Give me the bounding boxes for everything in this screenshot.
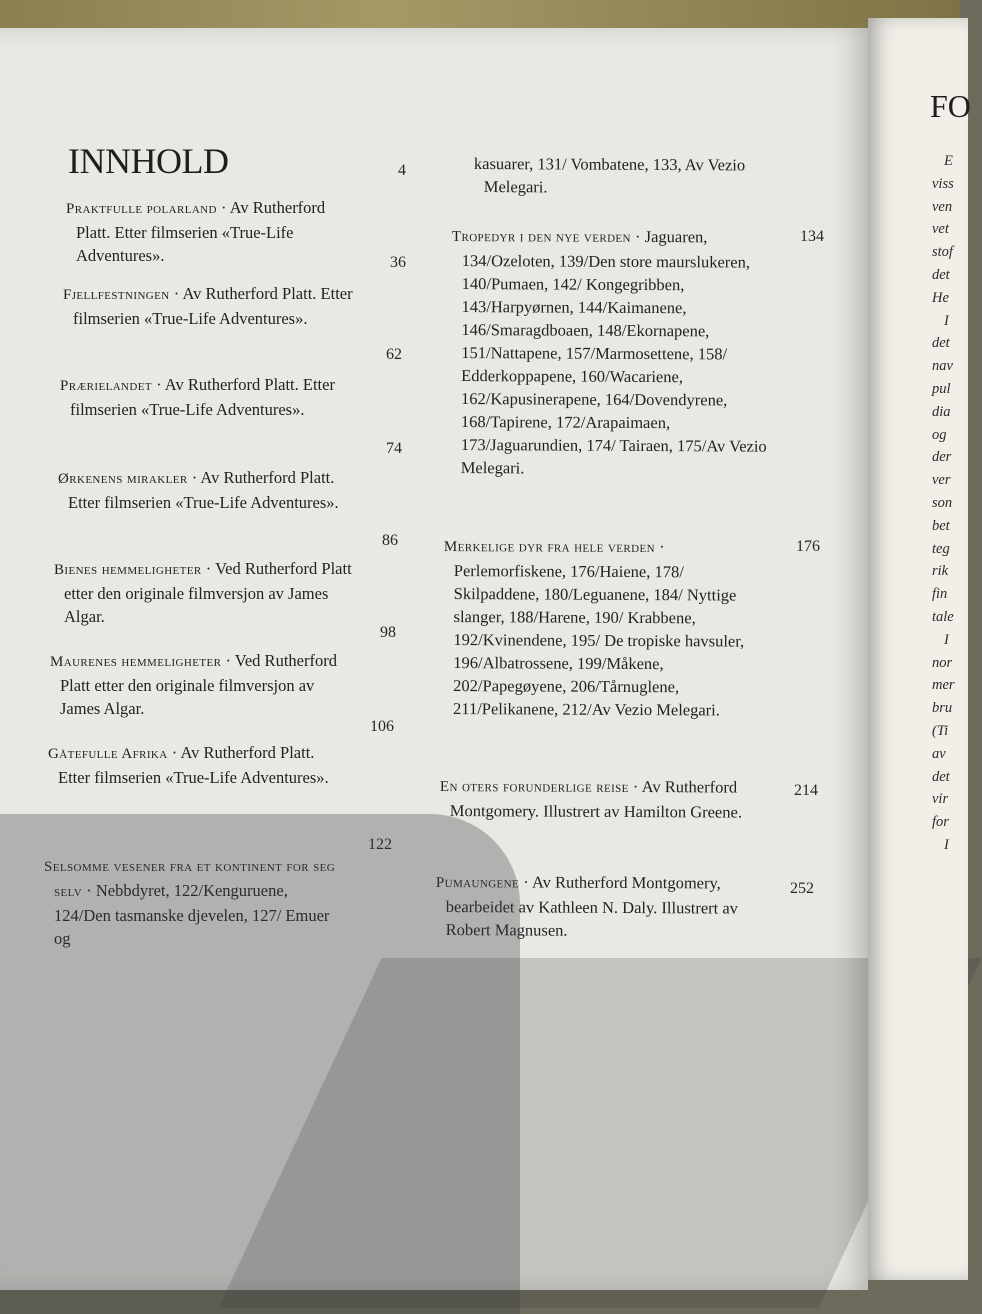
entry-text: · Perlemorfiskene, 176/Haiene, 178/ Skilpaddene, 180/Leguanene, 184/ Nyttige slanger, 188/Harene, 190/ Krabbene, 192/Kvinendene, 195/ De tropiske havsuler, 196/Albatrossene, 199/Måkene, 202/Papegøyene, 206/Tårnuglene, 211/Pelikanene, 212/Av Vezio Melegari. xyxy=(453,537,745,720)
entry-heading: Merkelige dyr fra hele verden xyxy=(443,538,656,557)
entry-text: · Av Rutherford Montgomery. Illustrert av Hamilton Greene. xyxy=(449,776,743,822)
right-page-line: stof xyxy=(932,244,953,261)
right-page-line: pul xyxy=(932,380,951,397)
entry-text: · Av Rutherford Montgomery, bearbeidet av Kathleen N. Daly. Illustrert av Robert Magnusen. xyxy=(445,872,739,940)
entry-heading: Gåtefulle Afrika xyxy=(48,746,168,762)
page-number: 4 xyxy=(398,162,406,179)
right-page xyxy=(868,18,971,1280)
entry-text: · Av Rutherford Platt. Etter filmserien «True-Life Adventures». xyxy=(68,468,339,512)
page-number: 122 xyxy=(368,836,392,853)
entry-heading: Ørkenens mirakler xyxy=(58,471,188,487)
entry-text: · Jaguaren, 134/Ozeloten, 139/Den store maurslukeren, 140/Pumaen, 142/ Kongegribben, 143/Harpyørnen, 144/Kaimanene, 146/Smaragdboaen, 148/Ekornapene, 151/Nattapene, 157/Marmosettene, 158/ Edderkoppapene, 160/Wacariene, 162/Kapusinerapene, 164/Dovendyrene, 168/Tapirene, 172/Arapaimaen, 173/Jaguarundien, 174/ Tairaen, 175/Av Vezio Melegari. xyxy=(460,226,767,478)
entry-text: kasuarer, 131/ Vombatene, 133, Av Vezio Melegari. xyxy=(473,153,746,197)
right-page-line: vet xyxy=(932,221,949,238)
toc-entry xyxy=(63,282,358,330)
entry-text: · Ved Rutherford Platt etter den originale filmversjon av James Algar. xyxy=(60,651,337,718)
right-page-line: tale xyxy=(932,608,954,625)
page-number: 214 xyxy=(794,782,818,799)
entry-heading: Prærielandet xyxy=(60,378,152,394)
left-page xyxy=(0,28,868,1290)
page-number: 86 xyxy=(382,532,398,549)
page-number: 134 xyxy=(800,228,824,245)
right-page-line: I xyxy=(944,312,949,329)
toc-entry xyxy=(66,196,360,267)
right-page-line: I xyxy=(944,631,949,648)
right-page-line: son xyxy=(932,494,953,511)
right-page-line: E xyxy=(944,153,953,169)
toc-entry-continued xyxy=(474,152,784,200)
toc-entry xyxy=(54,557,354,628)
right-page-title: FO xyxy=(930,88,971,124)
right-page-line: He xyxy=(932,289,949,306)
page-number: 252 xyxy=(790,880,814,897)
page-number: 98 xyxy=(380,624,396,641)
toc-entry xyxy=(44,854,346,950)
toc-entry xyxy=(48,741,350,789)
right-page-line: ver xyxy=(932,472,951,489)
entry-text: · Av Rutherford Platt. Etter filmserien «True-Life Adventures». xyxy=(70,375,335,419)
page-number: 36 xyxy=(390,254,406,271)
right-page-line: I xyxy=(944,836,949,853)
right-page-text xyxy=(932,150,955,857)
entry-text: · Av Rutherford Platt. Etter filmserien «True-Life Adventures». xyxy=(58,743,329,787)
entry-text: · Av Rutherford Platt. Etter filmserien «True-Life Adventures». xyxy=(73,284,353,328)
entry-heading: Fjellfestningen xyxy=(63,287,170,303)
right-page-line: bru xyxy=(932,700,953,717)
toc-entry xyxy=(436,870,766,943)
right-page-line: bet xyxy=(932,517,950,534)
right-page-line: det xyxy=(932,266,950,283)
entry-heading: Selsomme vesener fra et kontinent for seg selv xyxy=(44,859,336,900)
entry-heading: Tropedyr i den nye verden xyxy=(451,228,631,246)
page-number: 62 xyxy=(386,346,402,363)
right-page-line: (Ti xyxy=(932,722,949,739)
page-number: 74 xyxy=(386,440,402,457)
right-page-line: dia xyxy=(932,403,951,420)
right-page-line: det xyxy=(932,335,950,352)
right-page-line: der xyxy=(932,449,952,466)
right-page-line: nav xyxy=(932,358,953,375)
toc-entry xyxy=(440,774,768,824)
right-page-line: mer xyxy=(932,677,955,694)
entry-heading: Bienes hemmeligheter xyxy=(54,562,202,578)
right-page-line: vir xyxy=(932,791,949,808)
right-page-line: ven xyxy=(932,198,953,215)
right-page-line: det xyxy=(932,768,950,785)
entry-heading: En oters forunderlige reise xyxy=(439,778,629,796)
right-page-line: viss xyxy=(932,175,954,192)
toc-entry xyxy=(451,224,774,481)
entry-text: · Nebbdyret, 122/Kenguruene, 124/Den tasmanske djevelen, 127/ Emuer og xyxy=(54,881,330,948)
entry-text: · Av Rutherford Platt. Etter filmserien «True-Life Adventures». xyxy=(76,198,326,265)
right-page-line: fin xyxy=(932,586,948,603)
toc-entry xyxy=(50,649,352,720)
right-page-line: for xyxy=(932,814,949,831)
page-number: 106 xyxy=(370,718,394,735)
right-page-line: teg xyxy=(932,540,950,557)
right-page-line: av xyxy=(932,745,946,762)
right-page-line: rik xyxy=(932,563,949,580)
page-number: 176 xyxy=(796,538,820,555)
entry-heading: Pumaungene xyxy=(435,874,520,892)
right-page-line: og xyxy=(932,426,947,443)
toc-entry xyxy=(60,373,356,421)
toc-entry xyxy=(443,534,770,722)
entry-heading: Praktfulle polarland xyxy=(66,201,217,217)
right-page-line: nor xyxy=(932,654,953,671)
entry-text: · Ved Rutherford Platt etter den originale filmversjon av James Algar. xyxy=(64,559,352,626)
page-title: INNHOLD xyxy=(68,141,229,181)
toc-entry xyxy=(58,466,355,514)
entry-heading: Maurenes hemmeligheter xyxy=(50,654,222,670)
